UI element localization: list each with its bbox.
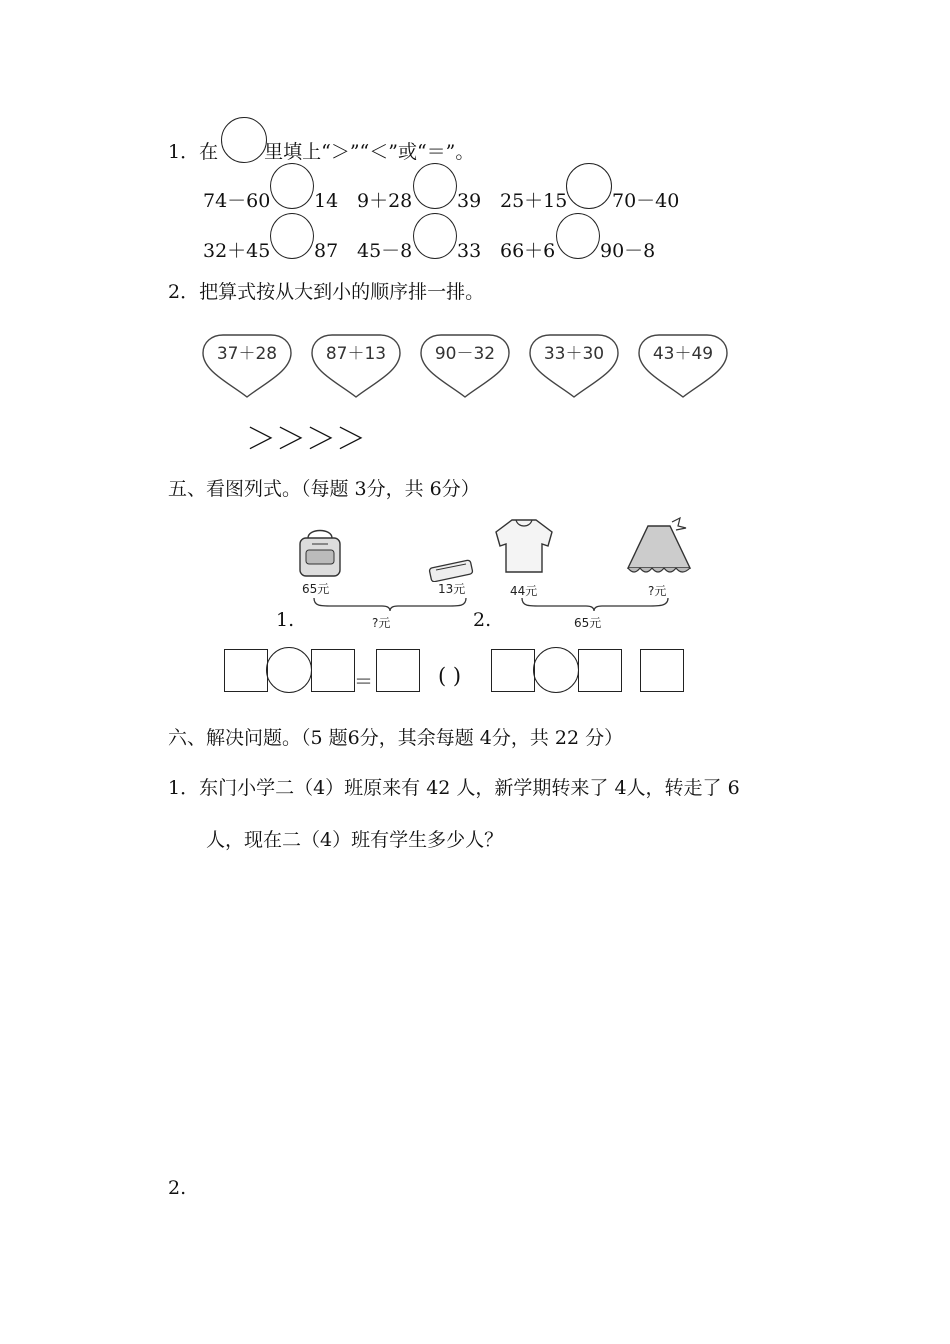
brace-2 [520,596,670,612]
q1-r2-right-2: 33 [457,240,482,262]
q1-suffix: 里填上“＞”“＜”或“＝”。 [264,141,475,163]
problem2-total: 65元 [574,616,602,630]
q1-r1-right-3: 70－40 [612,190,680,212]
q1-r2-left-2: 45－8 [357,240,413,262]
heart-card-4 [526,333,622,399]
heart-card-5 [635,333,731,399]
answer-operator-circle-2[interactable] [533,647,579,693]
q2-title: 2．把算式按从大到小的顺序排一排。 [168,281,485,303]
q1-r2-left-3: 66＋6 [500,240,556,262]
q1-r1-left-1: 74－60 [203,190,271,212]
q1-r1-answer-circle-1[interactable] [270,163,314,209]
answer-box-1a[interactable] [224,649,268,692]
skirt-price: ?元 [648,584,667,598]
q1-r2-right-3: 90－8 [600,240,656,262]
backpack-icon [294,524,346,578]
heart-card-3 [417,333,513,399]
problem-1-line-1: 1．东门小学二（4）班原来有 42 人，新学期转来了 4人，转走了 6 [168,777,740,799]
section6-title: 六、解决问题。（5 题6分，其余每题 4分，共 22 分） [168,727,624,749]
problem1-total: ?元 [372,616,391,630]
backpack-price: 65元 [302,582,330,596]
q1-r1-left-2: 9＋28 [357,190,413,212]
heart-expression-2: 87＋13 [325,344,387,364]
heart-expression-1: 37＋28 [216,344,278,364]
q1-r1-answer-circle-2[interactable] [413,163,457,209]
unit-paren[interactable]: ( ) [438,664,462,688]
section5-title: 五、看图列式。（每题 3分，共 6分） [168,478,480,500]
order-mark-4: ＞ [336,422,366,457]
heart-card-1 [199,333,295,399]
order-mark-1: ＞ [246,422,276,457]
q1-r1-right-2: 39 [457,190,482,212]
problem2-number: 2. [473,609,492,631]
order-mark-3: ＞ [306,422,336,457]
answer-box-1c[interactable] [376,649,420,692]
q1-r1-answer-circle-3[interactable] [566,163,612,209]
heart-expression-4: 33＋30 [543,344,605,364]
q1-r2-answer-circle-1[interactable] [270,213,314,259]
equals-sign: ＝ [354,671,374,693]
pencil-case-price: 13元 [438,582,466,596]
answer-box-2c[interactable] [640,649,684,692]
answer-operator-circle-1[interactable] [266,647,312,693]
q1-r2-answer-circle-3[interactable] [556,213,600,259]
sweater-price: 44元 [510,584,538,598]
skirt-icon [618,516,700,578]
q1-prefix: 在 [199,141,219,163]
heart-card-2 [308,333,404,399]
q1-number: 1． [168,141,200,163]
order-mark-2: ＞ [276,422,306,457]
q1-r2-answer-circle-2[interactable] [413,213,457,259]
brace-1 [312,596,468,612]
sweater-icon [492,516,556,576]
heart-expression-3: 90－32 [434,344,496,364]
q1-r1-right-1: 14 [314,190,339,212]
answer-box-1b[interactable] [311,649,355,692]
q1-r2-left-1: 32＋45 [203,240,271,262]
answer-area-1[interactable] [168,870,808,1160]
problem-2-number: 2. [168,1177,187,1199]
q1-r2-right-1: 87 [314,240,339,262]
pencil-case-icon [428,558,474,582]
q1-r1-left-3: 25＋15 [500,190,568,212]
problem1-number: 1. [276,609,295,631]
answer-box-2a[interactable] [491,649,535,692]
heart-expression-5: 43＋49 [652,344,714,364]
problem-1-line-2: 人，现在二（4）班有学生多少人？ [206,829,504,851]
answer-box-2b[interactable] [578,649,622,692]
q1-title-circle [221,117,267,163]
order-answer-line[interactable] [246,423,366,457]
q1-title [168,140,474,164]
